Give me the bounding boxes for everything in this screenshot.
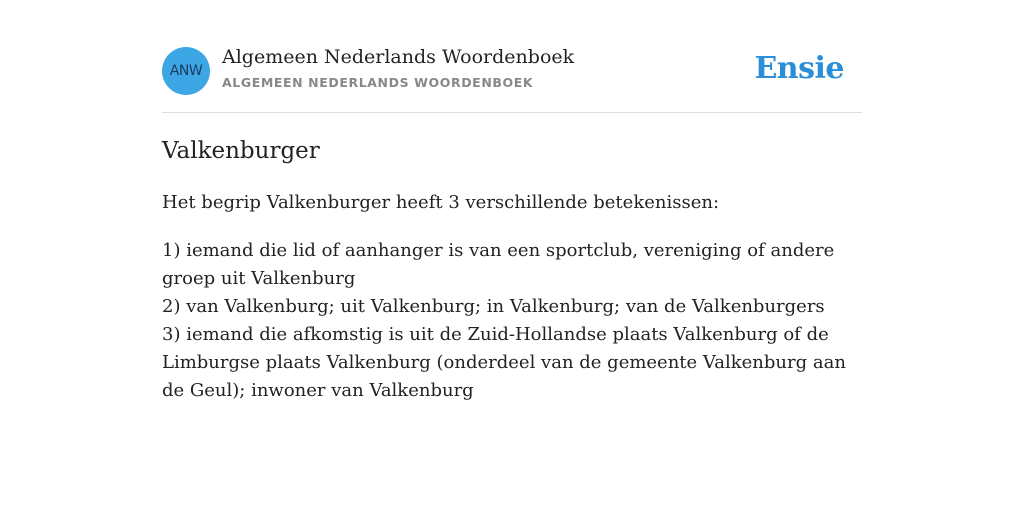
entry-term: Valkenburger xyxy=(162,138,320,164)
page-container xyxy=(162,0,862,401)
entry-intro: Het begrip Valkenburger heeft 3 verschillende betekenissen: xyxy=(162,192,720,213)
definition-list xyxy=(162,237,862,405)
ensie-logo[interactable]: Ensie xyxy=(754,51,844,86)
source-avatar[interactable] xyxy=(162,47,210,95)
definition-item: 3) iemand die afkomstig is uit de Zuid-Hollandse plaats Valkenburg of de Limburgse plaats Valkenburg (onderdeel van de gemeente Valkenburg aan de Geul); inwoner van Valkenburg xyxy=(162,324,846,401)
source-header xyxy=(162,0,862,113)
definition-item: 1) iemand die lid of aanhanger is van een sportclub, vereniging of andere groep uit Valkenburg xyxy=(162,240,835,289)
source-title[interactable]: Algemeen Nederlands Woordenboek xyxy=(222,46,575,68)
source-avatar-text: ANW xyxy=(169,63,203,79)
definition-item: 2) van Valkenburg; uit Valkenburg; in Valkenburg; van de Valkenburgers xyxy=(162,296,825,317)
source-subtitle: ALGEMEEN NEDERLANDS WOORDENBOEK xyxy=(222,75,534,90)
